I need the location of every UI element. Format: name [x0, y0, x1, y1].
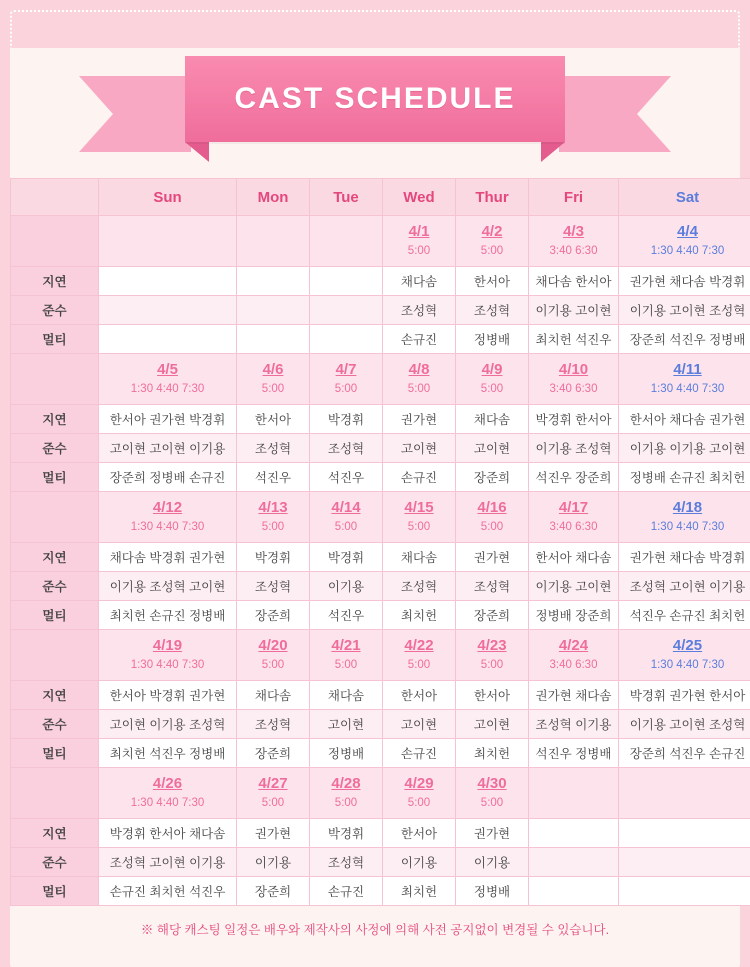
date-row-label: [11, 216, 99, 267]
date-cell: [237, 492, 310, 543]
cast-cell: [619, 848, 750, 877]
header-fri: Fri: [529, 179, 619, 216]
footer-note: ※ 해당 캐스팅 일정은 배우와 제작사의 사정에 의해 사전 공지없이 변경될 수 있습니다.: [10, 920, 740, 938]
date-number: 4/24: [529, 637, 618, 656]
date-cell: [619, 768, 750, 819]
role-label: 준수: [11, 434, 99, 463]
cast-cell: 권가현 채다솜: [529, 681, 619, 710]
cast-cell: 한서아: [383, 819, 456, 848]
date-cell: [310, 216, 383, 267]
date-times: 5:00: [456, 520, 528, 534]
cast-cell: 박경휘: [237, 543, 310, 572]
cast-cell: 이기용: [310, 572, 383, 601]
date-number: 4/26: [99, 775, 236, 794]
cast-cell: [529, 877, 619, 906]
cast-cell: 장준희: [237, 601, 310, 630]
date-times: 1:30 4:40 7:30: [99, 796, 236, 810]
date-number: 4/30: [456, 775, 528, 794]
date-cell: [383, 630, 456, 681]
cast-cell: 한서아: [383, 681, 456, 710]
ribbon-tail-left: [79, 76, 191, 152]
date-cell: [529, 630, 619, 681]
cast-cell: 최치헌: [456, 739, 529, 768]
cast-cell: 이기용: [237, 848, 310, 877]
cast-cell: 장준희: [456, 463, 529, 492]
cast-cell: 조성혁 이기용: [529, 710, 619, 739]
cast-cell: 조성혁: [237, 572, 310, 601]
date-cell: [529, 354, 619, 405]
cast-cell: 최치헌: [383, 877, 456, 906]
cast-cell: [529, 819, 619, 848]
cast-cell: 장준희 석진우 정병배: [619, 325, 750, 354]
cast-cell: 석진우: [310, 463, 383, 492]
cast-cell: 권가현 채다솜 박경휘: [619, 267, 750, 296]
date-number: 4/17: [529, 499, 618, 518]
date-times: 1:30 4:40 7:30: [619, 658, 750, 672]
cast-cell: 권가현: [383, 405, 456, 434]
cast-cell: 고이현: [383, 710, 456, 739]
date-number: 4/6: [237, 361, 309, 380]
date-cell: [456, 630, 529, 681]
date-times: 5:00: [237, 796, 309, 810]
cast-cell: 손규진: [383, 739, 456, 768]
role-label: 준수: [11, 848, 99, 877]
date-times: 5:00: [237, 658, 309, 672]
date-times: 5:00: [383, 520, 455, 534]
cast-cell: 조성혁: [456, 296, 529, 325]
cast-row: [11, 681, 750, 710]
cast-cell: 박경휘: [310, 819, 383, 848]
cast-cell: 이기용 고이현: [529, 296, 619, 325]
cast-cell: 고이현: [310, 710, 383, 739]
poster-panel: [10, 48, 740, 967]
date-times: 5:00: [383, 244, 455, 258]
header-tue: Tue: [310, 179, 383, 216]
date-number: 4/13: [237, 499, 309, 518]
cast-cell: 한서아 채다솜 권가현: [619, 405, 750, 434]
date-cell: [99, 492, 237, 543]
date-times: 5:00: [310, 796, 382, 810]
date-number: 4/8: [383, 361, 455, 380]
cast-cell: 이기용 고이현 조성혁: [619, 710, 750, 739]
cast-cell: 손규진: [383, 463, 456, 492]
cast-row: [11, 543, 750, 572]
date-times: 5:00: [383, 382, 455, 396]
role-label: 지연: [11, 819, 99, 848]
role-label: 멀티: [11, 463, 99, 492]
cast-cell: 장준희 석진우 손규진: [619, 739, 750, 768]
cast-cell: [619, 877, 750, 906]
cast-schedule-table: [10, 178, 750, 906]
page-title: CAST SCHEDULE: [234, 82, 515, 116]
table-body: [11, 216, 750, 906]
cast-cell: 조성혁 고이현 이기용: [619, 572, 750, 601]
cast-cell: 박경휘: [310, 543, 383, 572]
date-times: 5:00: [310, 658, 382, 672]
date-cell: [619, 492, 750, 543]
date-times: 1:30 4:40 7:30: [99, 520, 236, 534]
cast-cell: 고이현: [456, 710, 529, 739]
cast-cell: 권가현: [237, 819, 310, 848]
date-times: 5:00: [383, 658, 455, 672]
date-number: 4/15: [383, 499, 455, 518]
cast-cell: 한서아: [456, 267, 529, 296]
date-times: 1:30 4:40 7:30: [99, 382, 236, 396]
date-cell: [99, 354, 237, 405]
cast-cell: 한서아: [237, 405, 310, 434]
header-wed: Wed: [383, 179, 456, 216]
banner: [10, 48, 740, 178]
date-cell: [99, 630, 237, 681]
cast-cell: 채다솜: [383, 267, 456, 296]
cast-cell: 정병배 손규진 최치헌: [619, 463, 750, 492]
cast-cell: 한서아 권가현 박경휘: [99, 405, 237, 434]
cast-cell: 이기용 조성혁 고이현: [99, 572, 237, 601]
date-cell: [237, 630, 310, 681]
date-cell: [383, 768, 456, 819]
cast-cell: 최치헌 석진우 정병배: [99, 739, 237, 768]
cast-cell: 이기용 고이현 조성혁: [619, 296, 750, 325]
date-number: 4/16: [456, 499, 528, 518]
date-times: 5:00: [456, 244, 528, 258]
date-times: 5:00: [456, 796, 528, 810]
date-times: 1:30 4:40 7:30: [99, 658, 236, 672]
date-number: 4/25: [619, 637, 750, 656]
cast-cell: 고이현 고이현 이기용: [99, 434, 237, 463]
cast-cell: 정병배: [456, 877, 529, 906]
date-times: 1:30 4:40 7:30: [619, 520, 750, 534]
date-cell: [383, 216, 456, 267]
cast-cell: 장준희 정병배 손규진: [99, 463, 237, 492]
cast-cell: [237, 325, 310, 354]
cast-cell: 정병배: [310, 739, 383, 768]
cast-cell: 박경휘: [310, 405, 383, 434]
cast-row: [11, 572, 750, 601]
cast-row: [11, 848, 750, 877]
cast-cell: 장준희: [456, 601, 529, 630]
date-times: 1:30 4:40 7:30: [619, 382, 750, 396]
date-row-label: [11, 768, 99, 819]
date-number: 4/19: [99, 637, 236, 656]
cast-row: [11, 819, 750, 848]
cast-cell: 장준희: [237, 877, 310, 906]
cast-cell: 이기용 조성혁: [529, 434, 619, 463]
date-row: [11, 492, 750, 543]
date-cell: [529, 492, 619, 543]
role-label: 지연: [11, 543, 99, 572]
cast-cell: 조성혁 고이현 이기용: [99, 848, 237, 877]
date-cell: [619, 216, 750, 267]
date-number: 4/29: [383, 775, 455, 794]
cast-cell: 권가현: [456, 543, 529, 572]
date-number: 4/7: [310, 361, 382, 380]
date-cell: [237, 354, 310, 405]
date-number: 4/9: [456, 361, 528, 380]
cast-cell: 정병배 장준희: [529, 601, 619, 630]
date-cell: [310, 354, 383, 405]
date-cell: [456, 492, 529, 543]
cast-cell: 박경휘 한서아: [529, 405, 619, 434]
date-times: 3:40 6:30: [529, 520, 618, 534]
cast-cell: [310, 267, 383, 296]
cast-cell: [99, 296, 237, 325]
cast-cell: 석진우 장준희: [529, 463, 619, 492]
cast-cell: 석진우: [310, 601, 383, 630]
cast-cell: 권가현 채다솜 박경휘: [619, 543, 750, 572]
date-row: [11, 768, 750, 819]
role-label: 지연: [11, 681, 99, 710]
cast-row: [11, 405, 750, 434]
date-number: 4/2: [456, 223, 528, 242]
date-cell: [619, 354, 750, 405]
cast-cell: [310, 296, 383, 325]
ribbon-fold-left: [185, 142, 209, 162]
cast-cell: 석진우 손규진 최치헌: [619, 601, 750, 630]
ribbon-tail-right: [559, 76, 671, 152]
date-cell: [237, 216, 310, 267]
cast-cell: 장준희: [237, 739, 310, 768]
date-number: 4/14: [310, 499, 382, 518]
date-number: 4/4: [619, 223, 750, 242]
cast-cell: 채다솜: [310, 681, 383, 710]
cast-cell: 고이현: [456, 434, 529, 463]
cast-cell: 채다솜: [456, 405, 529, 434]
header-sat: Sat: [619, 179, 750, 216]
cast-cell: 석진우 정병배: [529, 739, 619, 768]
date-cell: [529, 216, 619, 267]
cast-row: [11, 601, 750, 630]
date-times: 5:00: [310, 520, 382, 534]
cast-cell: [529, 848, 619, 877]
role-label: 지연: [11, 267, 99, 296]
cast-row: [11, 325, 750, 354]
cast-cell: [99, 267, 237, 296]
cast-row: [11, 710, 750, 739]
date-number: 4/1: [383, 223, 455, 242]
cast-cell: [237, 267, 310, 296]
cast-cell: [237, 296, 310, 325]
date-number: 4/21: [310, 637, 382, 656]
cast-cell: [99, 325, 237, 354]
cast-cell: [310, 325, 383, 354]
date-number: 4/27: [237, 775, 309, 794]
cast-cell: 한서아 채다솜: [529, 543, 619, 572]
date-number: 4/11: [619, 361, 750, 380]
date-cell: [310, 768, 383, 819]
cast-cell: 조성혁: [310, 434, 383, 463]
cast-cell: 조성혁: [456, 572, 529, 601]
date-cell: [456, 354, 529, 405]
date-cell: [99, 216, 237, 267]
date-cell: [619, 630, 750, 681]
role-label: 준수: [11, 572, 99, 601]
cast-row: [11, 877, 750, 906]
cast-cell: 한서아 박경휘 권가현: [99, 681, 237, 710]
date-cell: [237, 768, 310, 819]
date-times: 5:00: [237, 382, 309, 396]
cast-cell: 박경휘 한서아 채다솜: [99, 819, 237, 848]
date-times: 5:00: [456, 658, 528, 672]
cast-cell: 손규진: [310, 877, 383, 906]
date-number: 4/22: [383, 637, 455, 656]
date-times: 3:40 6:30: [529, 658, 618, 672]
date-cell: [456, 768, 529, 819]
cast-cell: 조성혁: [310, 848, 383, 877]
date-row-label: [11, 492, 99, 543]
cast-cell: 최치헌: [383, 601, 456, 630]
cast-cell: 채다솜 박경휘 권가현: [99, 543, 237, 572]
cast-row: [11, 739, 750, 768]
date-cell: [310, 492, 383, 543]
date-row-label: [11, 630, 99, 681]
role-label: 준수: [11, 710, 99, 739]
cast-cell: 이기용: [456, 848, 529, 877]
date-times: 3:40 6:30: [529, 382, 618, 396]
role-label: 멀티: [11, 601, 99, 630]
date-number: 4/28: [310, 775, 382, 794]
date-row: [11, 354, 750, 405]
header-thur: Thur: [456, 179, 529, 216]
cast-cell: 박경휘 권가현 한서아: [619, 681, 750, 710]
cast-cell: 채다솜: [237, 681, 310, 710]
role-label: 멀티: [11, 877, 99, 906]
date-times: 5:00: [456, 382, 528, 396]
date-cell: [383, 354, 456, 405]
date-number: 4/18: [619, 499, 750, 518]
date-cell: [383, 492, 456, 543]
cast-cell: 이기용 이기용 고이현: [619, 434, 750, 463]
ribbon-body: [185, 56, 565, 142]
table-header-row: [11, 179, 750, 216]
cast-cell: 정병배: [456, 325, 529, 354]
date-times: 5:00: [237, 520, 309, 534]
date-times: 5:00: [383, 796, 455, 810]
role-label: 멀티: [11, 325, 99, 354]
date-cell: [529, 768, 619, 819]
cast-cell: 석진우: [237, 463, 310, 492]
date-number: 4/12: [99, 499, 236, 518]
cast-cell: 채다솜 한서아: [529, 267, 619, 296]
date-times: 5:00: [310, 382, 382, 396]
header-sun: Sun: [99, 179, 237, 216]
date-row: [11, 216, 750, 267]
cast-row: [11, 267, 750, 296]
date-cell: [310, 630, 383, 681]
cast-cell: 권가현: [456, 819, 529, 848]
cast-cell: 손규진 최치헌 석진우: [99, 877, 237, 906]
cast-cell: 조성혁: [237, 710, 310, 739]
header-mon: Mon: [237, 179, 310, 216]
cast-cell: 손규진: [383, 325, 456, 354]
cast-cell: 최치헌 손규진 정병배: [99, 601, 237, 630]
cast-cell: 이기용 고이현: [529, 572, 619, 601]
role-label: 준수: [11, 296, 99, 325]
date-times: 3:40 6:30: [529, 244, 618, 258]
cast-cell: 이기용: [383, 848, 456, 877]
role-label: 멀티: [11, 739, 99, 768]
cast-cell: 최치헌 석진우: [529, 325, 619, 354]
cast-cell: 조성혁: [383, 296, 456, 325]
date-times: 1:30 4:40 7:30: [619, 244, 750, 258]
date-row: [11, 630, 750, 681]
cast-cell: 한서아: [456, 681, 529, 710]
role-label: 지연: [11, 405, 99, 434]
cast-row: [11, 434, 750, 463]
cast-cell: 조성혁: [237, 434, 310, 463]
cast-cell: 고이현 이기용 조성혁: [99, 710, 237, 739]
cast-cell: 조성혁: [383, 572, 456, 601]
date-cell: [99, 768, 237, 819]
date-number: 4/10: [529, 361, 618, 380]
date-number: 4/20: [237, 637, 309, 656]
date-cell: [456, 216, 529, 267]
cast-cell: 고이현: [383, 434, 456, 463]
date-number: 4/5: [99, 361, 236, 380]
date-number: 4/3: [529, 223, 618, 242]
cast-cell: 채다솜: [383, 543, 456, 572]
cast-cell: [619, 819, 750, 848]
cast-row: [11, 463, 750, 492]
date-row-label: [11, 354, 99, 405]
header-blank: [11, 179, 99, 216]
cast-row: [11, 296, 750, 325]
date-number: 4/23: [456, 637, 528, 656]
